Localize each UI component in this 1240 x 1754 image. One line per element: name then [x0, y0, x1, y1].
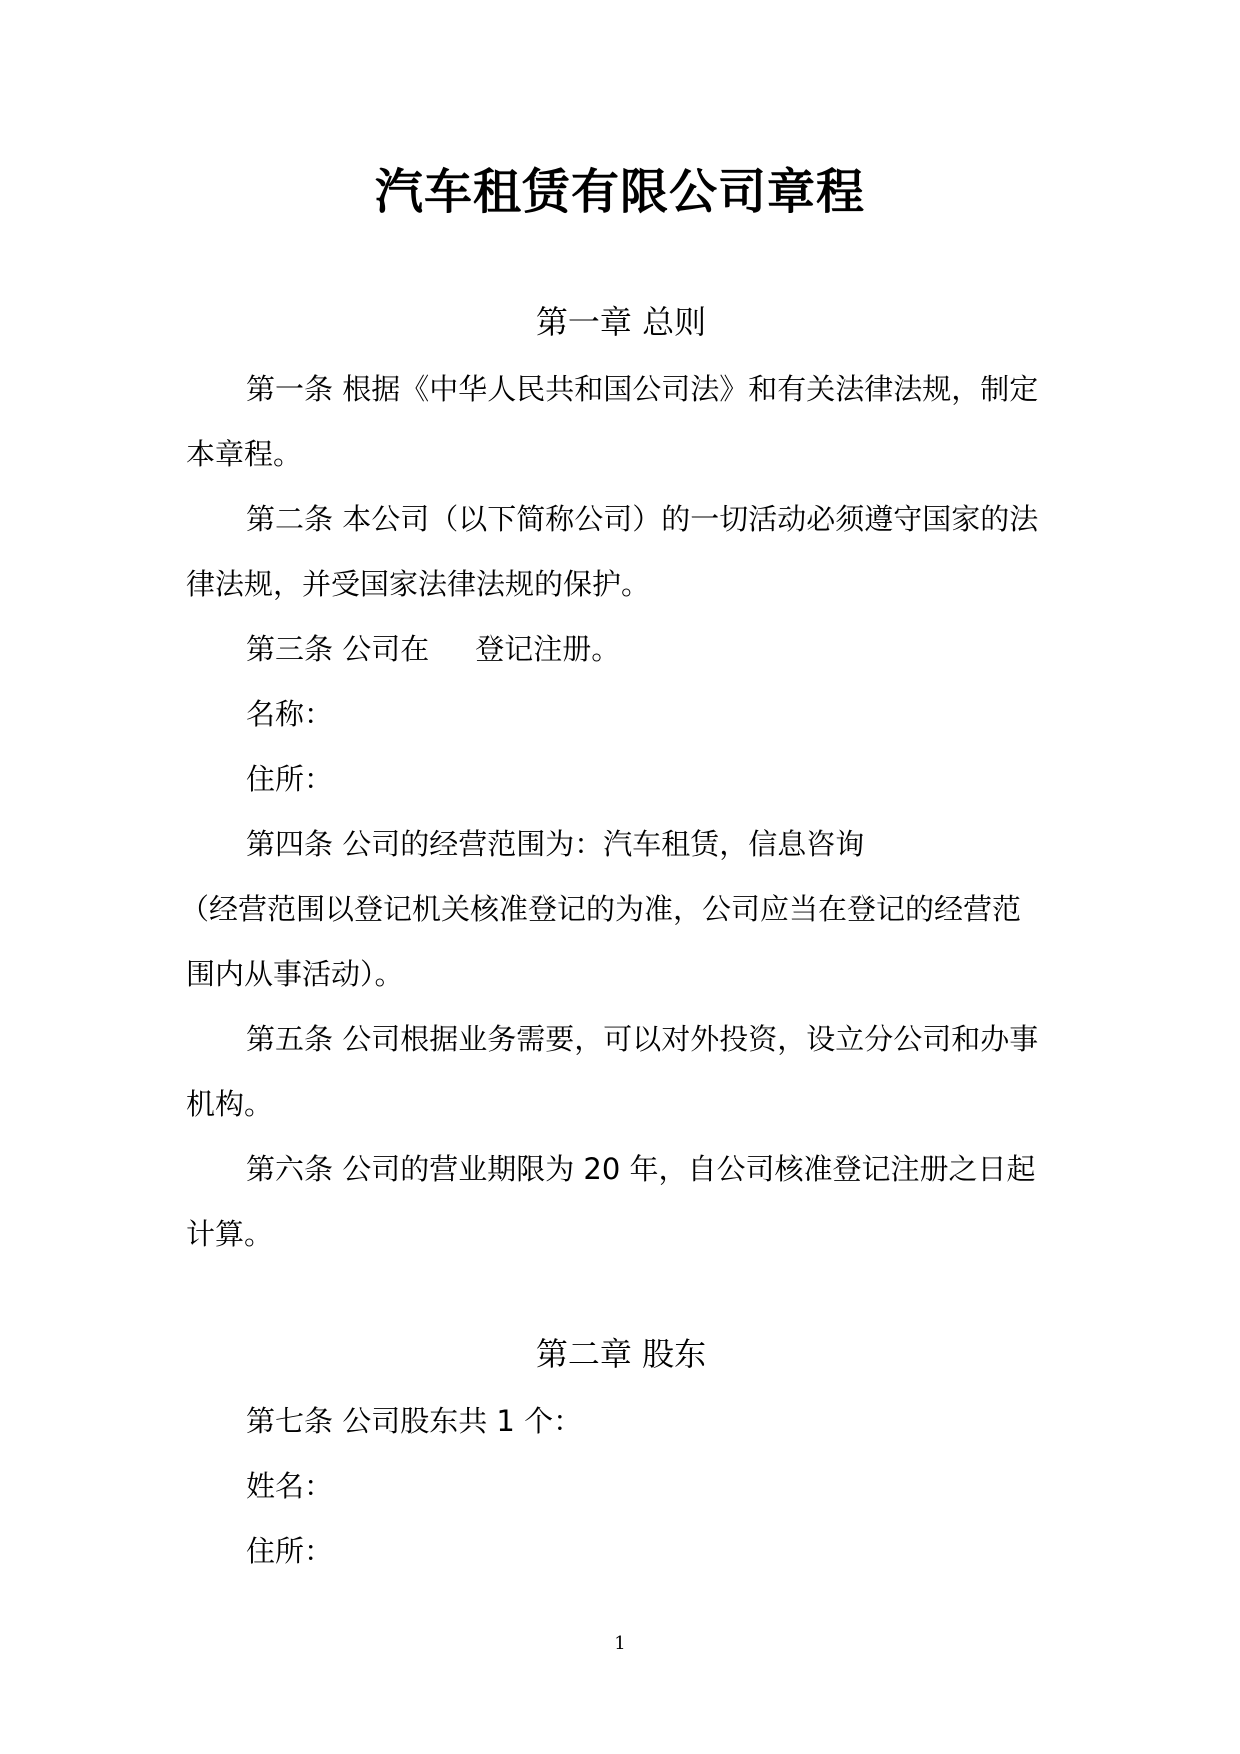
article-3-line: 第三条 公司在 登记注册。: [246, 632, 621, 666]
article-5-line-2: 机构。: [186, 1087, 274, 1121]
shareholder-address-label: 住所：: [246, 1534, 334, 1568]
document-title: 汽车租赁有限公司章程: [374, 164, 865, 220]
company-address-label: 住所：: [246, 762, 334, 796]
article-4-line-1: 第四条 公司的经营范围为：汽车租赁，信息咨询: [246, 827, 865, 861]
article-7-line: 第七条 公司股东共 1 个：: [246, 1404, 583, 1438]
page-number: 1: [614, 1633, 626, 1654]
article-1-line-1: 第一条 根据《中华人民共和国公司法》和有关法律法规，制定: [246, 372, 1039, 406]
article-2-line-1: 第二条 本公司（以下简称公司）的一切活动必须遵守国家的法: [246, 502, 1039, 536]
article-6-line-2: 计算。: [186, 1217, 274, 1251]
chapter-heading-2: 第二章 股东: [535, 1335, 707, 1373]
shareholder-name-label: 姓名：: [246, 1469, 334, 1503]
article-4-line-3: 围内从事活动）。: [186, 957, 404, 991]
article-2-line-2: 律法规，并受国家法律法规的保护。: [186, 567, 651, 601]
company-name-label: 名称：: [246, 697, 334, 731]
chapter-heading-1: 第一章 总则: [535, 303, 707, 341]
article-6-line-1: 第六条 公司的营业期限为 20 年，自公司核准登记注册之日起: [246, 1152, 1036, 1186]
article-4-line-2: （经营范围以登记机关核准登记的为准，公司应当在登记的经营范: [180, 892, 1022, 926]
article-5-line-1: 第五条 公司根据业务需要，可以对外投资，设立分公司和办事: [246, 1022, 1039, 1056]
article-1-line-2: 本章程。: [186, 437, 303, 471]
